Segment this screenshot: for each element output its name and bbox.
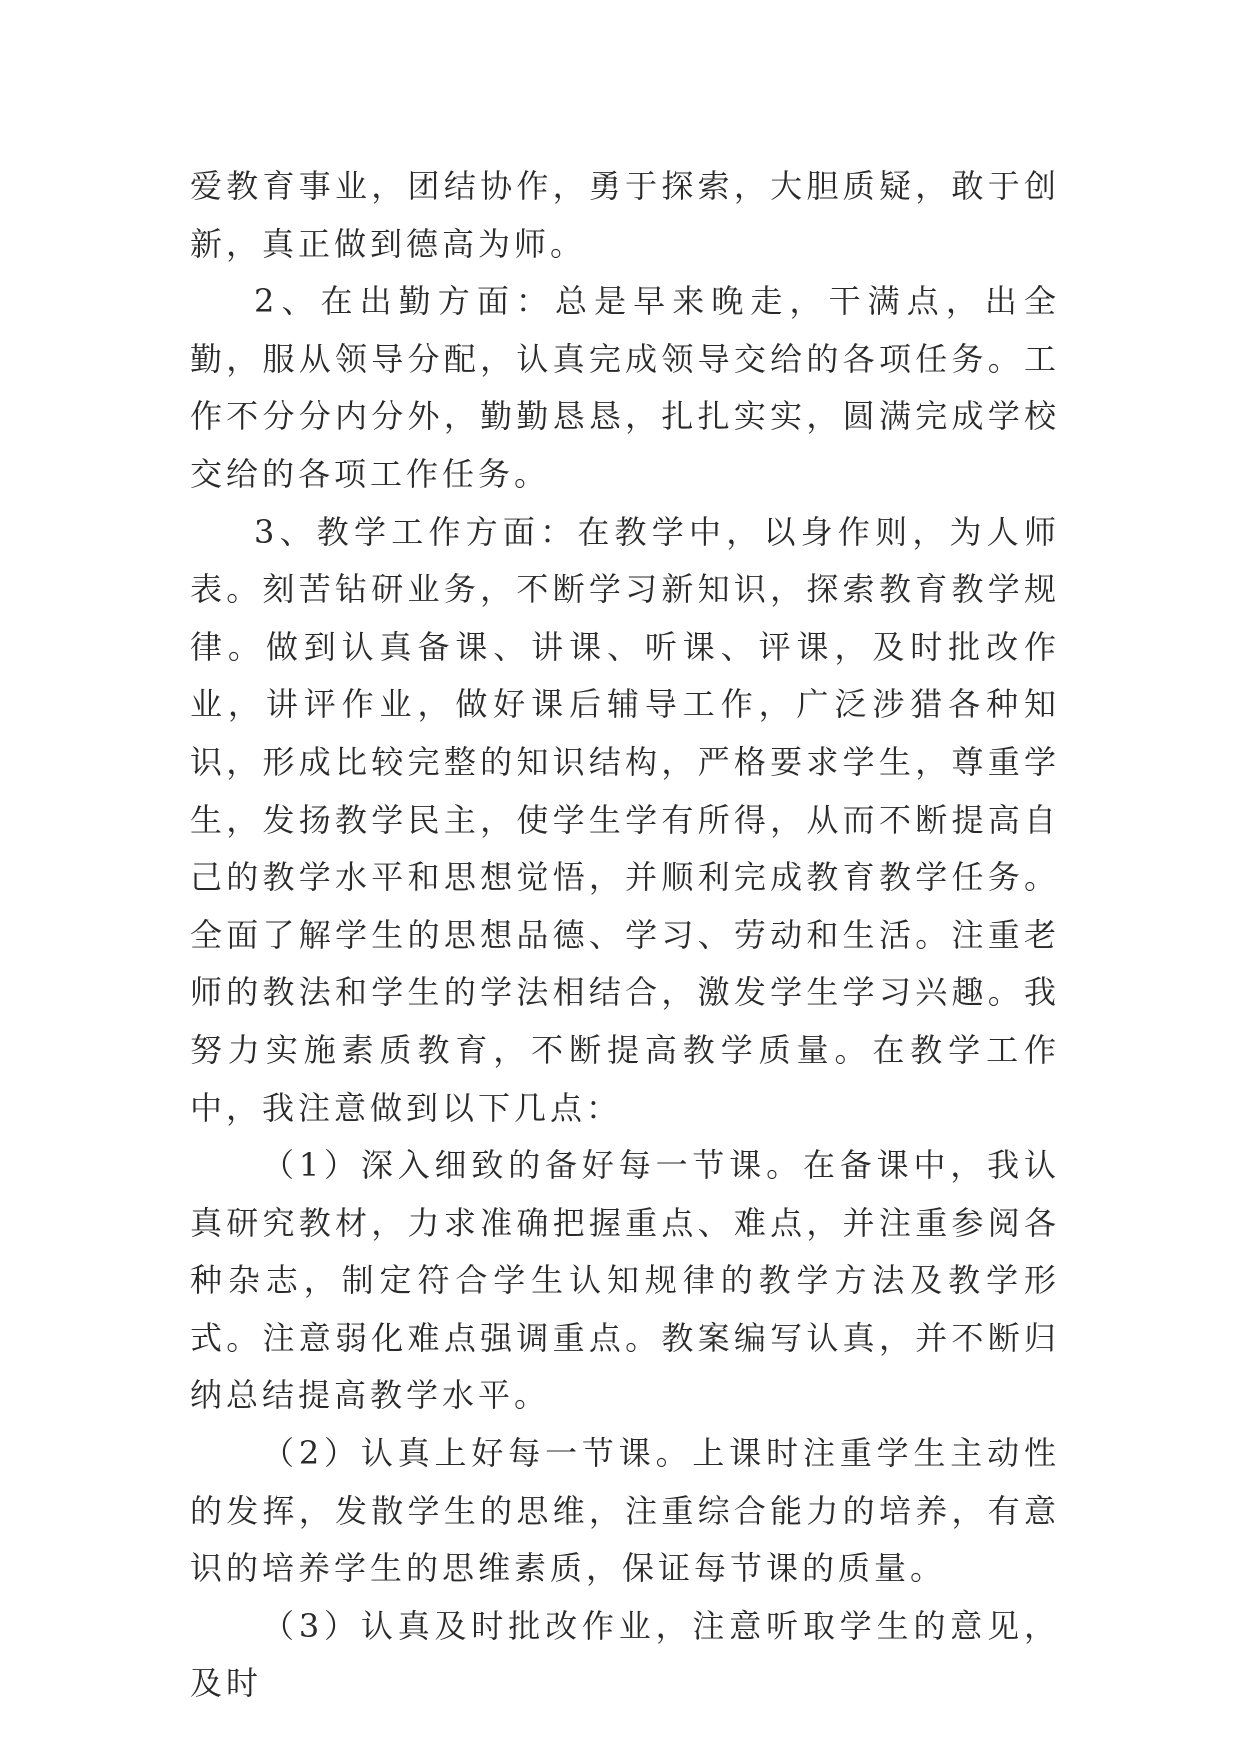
paragraph-homework-correction: （3）认真及时批改作业，注意听取学生的意见，及时 (190, 1606, 1060, 1703)
paragraph-teaching-work: 3、教学工作方面：在教学中，以身作则，为人师表。刻苦钻研业务，不断学习新知识，探索教育教学规律。做到认真备课、讲课、听课、评课，及时批改作业，讲评作业，做好课后辅导工作，广泛涉猎各种知识，形成比较完整的知识结构，严格要求学生，尊重学生，发扬教学民主，使学生学有所得，从而不断提高自己的教学水平和思想觉悟，并顺利完成教育教学任务。全面了解学生的思想品德、学习、劳动和生活。注重老师的教法和学生的学法相结合，激发学生学习兴趣。我努力实施素质教育，不断提高教学质量。在教学工作中，我注意做到以下几点： (190, 512, 1060, 1127)
paragraph-classroom-teaching: （2）认真上好每一节课。上课时注重学生主动性的发挥，发散学生的思维，注重综合能力的培养，有意识的培养学生的思维素质，保证每节课的质量。 (190, 1434, 1060, 1588)
paragraph-continuation: 爱教育事业，团结协作，勇于探索，大胆质疑，敢于创新，真正做到德高为师。 (190, 167, 1060, 263)
paragraph-attendance: 2、在出勤方面：总是早来晚走，干满点，出全勤，服从领导分配，认真完成领导交给的各项任务。工作不分分内分外，勤勤恳恳，扎扎实实，圆满完成学校交给的各项工作任务。 (190, 282, 1060, 493)
document-body (190, 158, 1060, 1713)
paragraph-lesson-preparation: （1）深入细致的备好每一节课。在备课中，我认真研究教材，力求准确把握重点、难点，并注重参阅各种杂志，制定符合学生认知规律的教学方法及教学形式。注意弱化难点强调重点。教案编写认真，并不断归纳总结提高教学水平。 (190, 1146, 1060, 1415)
